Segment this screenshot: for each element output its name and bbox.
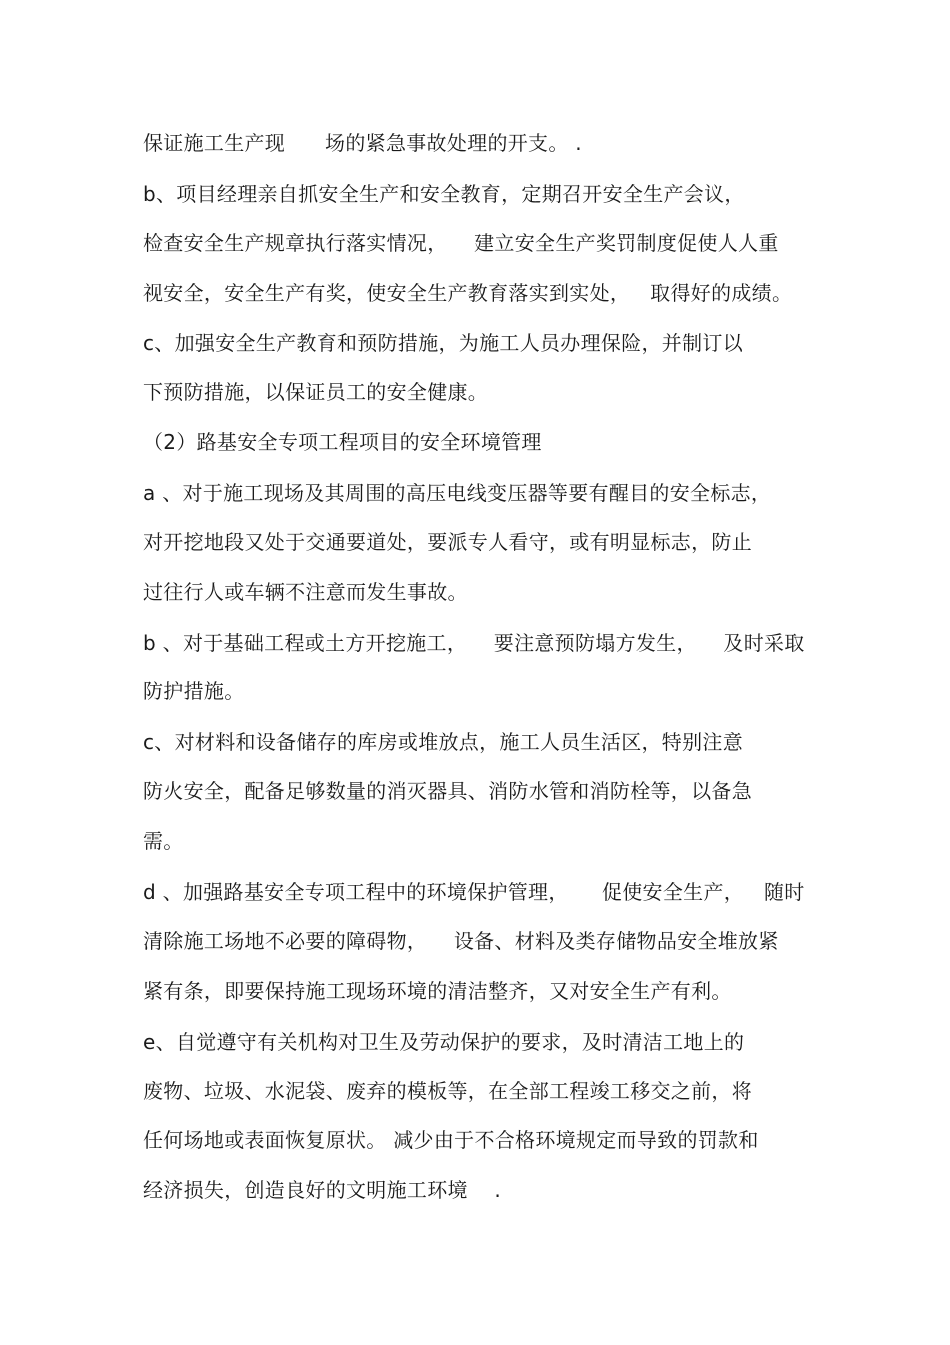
- text-line: a 、对于施工现场及其周围的高压电线变压器等要有醒目的安全标志，: [143, 481, 772, 505]
- text-line: 任何场地或表面恢复原状。 减少由于不合格环境规定而导致的罚款和: [143, 1128, 759, 1152]
- text-line: 需。: [143, 829, 184, 853]
- text-line: 下预防措施，以保证员工的安全健康。: [143, 380, 489, 404]
- text-line: 过往行人或车辆不注意而发生事故。: [143, 580, 468, 604]
- text-line: b 、对于基础工程或土方开挖施工， 要注意预防塌方发生， 及时采取: [143, 631, 805, 655]
- text-line: 防火安全，配备足够数量的消灭器具、消防水管和消防栓等，以备急: [143, 779, 752, 803]
- text-line: 视安全，安全生产有奖，使安全生产教育落实到实处， 取得好的成绩。: [143, 281, 793, 305]
- text-line: b、项目经理亲自抓安全生产和安全教育，定期召开安全生产会议，: [143, 182, 745, 206]
- text-line: c、加强安全生产教育和预防措施，为施工人员办理保险，并制订以: [143, 331, 743, 355]
- section-heading: （2）路基安全专项工程项目的安全环境管理: [143, 430, 542, 454]
- text-line: c、对材料和设备储存的库房或堆放点，施工人员生活区，特别注意: [143, 730, 743, 754]
- text-line: 防护措施。: [143, 679, 245, 703]
- text-line: 经济损失，创造良好的文明施工环境 .: [143, 1178, 502, 1202]
- text-line: 对开挖地段又处于交通要道处，要派专人看守，或有明显标志，防止: [143, 530, 752, 554]
- text-line: 清除施工场地不必要的障碍物， 设备、材料及类存储物品安全堆放紧: [143, 929, 779, 953]
- text-line: e、自觉遵守有关机构对卫生及劳动保护的要求，及时清洁工地上的: [143, 1030, 745, 1054]
- text-line: 检查安全生产规章执行落实情况， 建立安全生产奖罚制度促使人人重: [143, 231, 779, 255]
- text-line: 废物、垃圾、水泥袋、废弃的模板等，在全部工程竣工移交之前，将: [143, 1079, 752, 1103]
- text-line: 保证施工生产现 场的紧急事故处理的开支。 .: [143, 131, 582, 155]
- text-line: 紧有条，即要保持施工现场环境的清洁整齐，又对安全生产有利。: [143, 979, 732, 1003]
- text-line: d 、加强路基安全专项工程中的环境保护管理， 促使安全生产， 随时: [143, 880, 805, 904]
